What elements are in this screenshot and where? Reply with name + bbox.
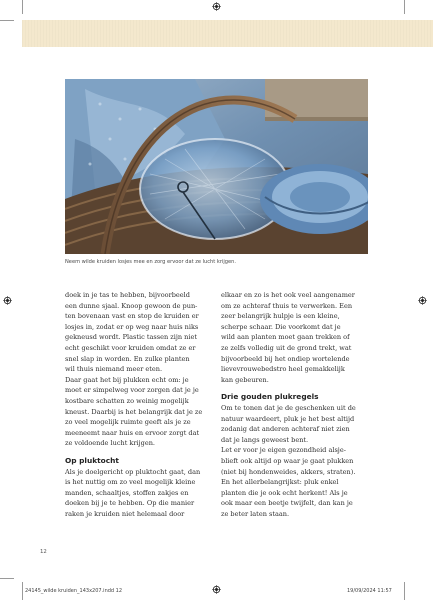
- text-line: een dunne sjaal. Knoop gewoon de pun-: [65, 301, 198, 310]
- paragraph: [221, 403, 371, 445]
- paragraph: [65, 375, 215, 449]
- crop-mark-top-left-h: [0, 20, 14, 21]
- text-line: lievevrouwebedstro heel gemakkelijk: [221, 365, 345, 374]
- text-line: gekneusd wordt. Plastic tassen zijn niet: [65, 333, 197, 342]
- paragraph: [65, 290, 215, 375]
- text-line: blieft ook altijd op waar je gaat plukken: [221, 456, 354, 465]
- text-line: doeken bij je te hebben. Op die manier: [65, 499, 195, 508]
- slug-file-info: 24145_wilde kruiden_143x207.indd 12: [25, 588, 123, 594]
- paragraph: [221, 290, 371, 385]
- section-heading: Drie gouden plukregels: [221, 392, 319, 402]
- text-line: scherpe schaar. Die voorkomt dat je: [221, 322, 341, 331]
- text-line: doek in je tas te hebben, bijvoorbeeld: [65, 291, 190, 299]
- registration-mark-left: [3, 296, 12, 305]
- text-column-left: [65, 290, 215, 519]
- registration-mark-bottom: [212, 585, 221, 594]
- crop-mark-bottom-left-v: [22, 582, 23, 600]
- text-line: snel slap in worden. En zulke planten: [65, 354, 190, 363]
- header-band: [22, 20, 433, 47]
- text-line: wild aan planten moet gaan trekken of: [221, 333, 350, 342]
- text-line: losjes in, zodat er op weg naar huis niks: [65, 322, 199, 331]
- text-line: kostbare schatten zo weinig mogelijk: [65, 396, 189, 405]
- text-line: dat je langs geweest bent.: [221, 435, 309, 444]
- text-line: Als je doelgericht op pluktocht gaat, dan: [65, 467, 201, 476]
- text-line: elkaar en zo is het ook veel aangenamer: [221, 291, 355, 299]
- text-line: zo veel mogelijk ruimte geeft als je ze: [65, 418, 191, 427]
- text-line: ze zelfs volledig uit de grond trekt, wat: [221, 343, 352, 352]
- text-line: natuur waardeert, pluk je het best altijd: [221, 414, 355, 423]
- text-line: planten die je ook echt herkent! Als je: [221, 488, 348, 497]
- text-line: zodanig dat anderen achteraf niet zien: [221, 425, 350, 434]
- crop-mark-top-left-v: [22, 0, 23, 14]
- crop-mark-bottom-right-v: [404, 582, 405, 600]
- slug-timestamp: 19/09/2024 11:57: [347, 588, 392, 594]
- text-column-right: [221, 290, 371, 519]
- text-line: ze voldoende lucht krijgen.: [65, 439, 155, 448]
- text-line: bijvoorbeeld bij het ondiep wortelende: [221, 354, 350, 363]
- registration-mark-right: [418, 296, 427, 305]
- crop-mark-top-right-v: [404, 0, 405, 14]
- text-line: om ze achteraf thuis te verwerken. Een: [221, 301, 353, 310]
- text-line: kneust. Daarbij is het belangrijk dat je ze: [65, 407, 203, 416]
- crop-mark-bottom-left-h: [0, 578, 14, 579]
- text-line: Daar gaat het bij plukken echt om: je: [65, 375, 189, 384]
- text-line: (niet bij hondenweides, akkers, straten).: [221, 467, 356, 476]
- text-line: raken je kruiden niet helemaal door: [65, 509, 185, 518]
- text-line: echt geschikt voor kruiden omdat ze er: [65, 343, 196, 352]
- text-line: En het allerbelangrijkst: pluk enkel: [221, 478, 339, 487]
- text-line: manden, schaaltjes, stoffen zakjes en: [65, 488, 189, 497]
- text-line: ze beter laten staan.: [221, 509, 290, 518]
- text-line: Let er voor je eigen gezondheid alsje-: [221, 446, 346, 455]
- paragraph: [65, 467, 215, 520]
- text-line: wil thuis niemand meer eten.: [65, 365, 163, 374]
- text-line: Om te tonen dat je de geschenken uit de: [221, 403, 356, 412]
- page-number: 12: [40, 549, 47, 555]
- text-line: ook maar een beetje twijfelt, dan kan je: [221, 499, 353, 508]
- text-line: moet er simpelweg voor zorgen dat je je: [65, 386, 199, 395]
- text-line: is het nuttig om zo veel mogelijk kleine: [65, 478, 196, 487]
- text-line: zeer belangrijk hulpje is een kleine,: [221, 312, 340, 321]
- section-heading: Op pluktocht: [65, 455, 119, 465]
- paragraph: [221, 445, 371, 519]
- text-line: ten bovenaan vast en stop de kruiden er: [65, 312, 199, 321]
- text-line: meeneemt naar huis en ervoor zorgt dat: [65, 428, 200, 437]
- registration-mark-top: [212, 2, 221, 11]
- basket-photo: [65, 79, 368, 254]
- text-line: kan gebeuren.: [221, 375, 269, 384]
- photo-caption: Neem wilde kruiden losjes mee en zorg ervoor dat ze lucht krijgen.: [65, 259, 236, 265]
